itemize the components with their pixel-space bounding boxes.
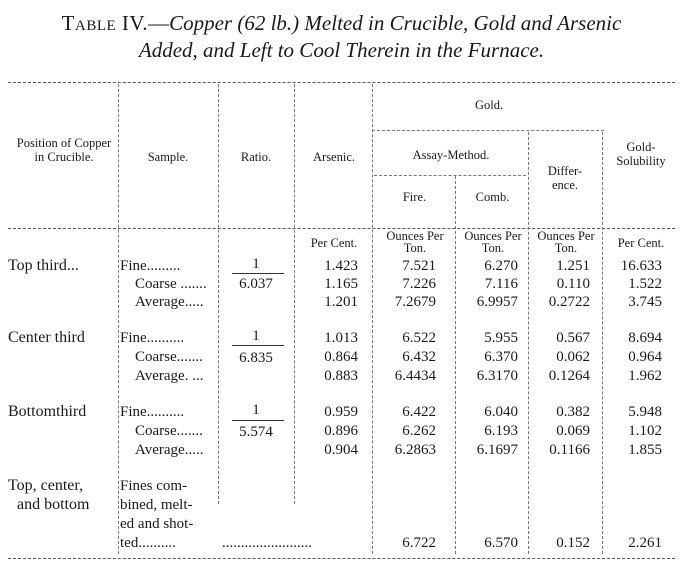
title-line-2: Added, and Left to Cool Therein in the Furnace. [138, 38, 545, 62]
fire-value: 7.521 [402, 258, 436, 274]
header-assay-method: Assay-Method. [412, 148, 490, 162]
header-gold: Gold. [474, 98, 504, 112]
comb-value: 6.1697 [476, 442, 518, 458]
solubility-value: 2.261 [628, 535, 662, 551]
unit-fire: Ounces Per Ton. [386, 229, 444, 255]
table-title [0, 10, 683, 64]
header-difference: Differ- ence. [547, 164, 583, 192]
ratio-denominator: 6.037 [239, 276, 273, 292]
table-number: Table IV. [61, 11, 149, 35]
header-ratio: Ratio. [240, 150, 272, 164]
comb-value: 6.3170 [476, 368, 518, 384]
header-arsenic: Arsenic. [313, 150, 355, 164]
difference-value: 0.110 [556, 276, 590, 292]
title-line-1-text: Copper (62 lb.) Melted in Crucible, Gold and Arsenic [169, 11, 622, 35]
assay-underline [374, 175, 526, 176]
ratio-fraction-bar [232, 345, 284, 346]
fire-value: 6.2863 [394, 442, 436, 458]
solubility-value: 5.948 [628, 404, 662, 420]
ratio-fraction-bar [232, 273, 284, 274]
comb-value: 6.370 [484, 349, 518, 365]
fire-value: 7.2679 [394, 294, 436, 310]
comb-value: 5.955 [484, 330, 518, 346]
solubility-value: 1.522 [628, 276, 662, 292]
ratio-fraction-bar [232, 420, 284, 421]
unit-arsenic: Per Cent. [310, 236, 358, 250]
unit-comb: Ounces Per Ton. [464, 229, 522, 255]
arsenic-value: 0.896 [324, 423, 358, 439]
unit-difference: Ounces Per Ton. [537, 229, 595, 255]
ratio-denominator: 6.835 [239, 350, 273, 366]
fire-value: 6.522 [402, 330, 436, 346]
arsenic-value: 0.864 [324, 349, 358, 365]
difference-value: 0.1166 [549, 442, 590, 458]
col-divider [372, 84, 373, 554]
sample-label: Fine.......... [120, 404, 185, 420]
solubility-value: 0.964 [628, 349, 662, 365]
col-divider [118, 84, 119, 554]
fire-value: 6.722 [402, 535, 436, 551]
difference-value: 0.567 [556, 330, 590, 346]
fire-value: 6.432 [402, 349, 436, 365]
fire-value: 7.226 [402, 276, 436, 292]
col-divider [455, 176, 456, 554]
difference-value: 0.382 [556, 404, 590, 420]
difference-value: 0.062 [556, 349, 590, 365]
difference-value: 0.152 [556, 535, 590, 551]
title-line-1 [0, 10, 683, 37]
ratio-numerator: 1 [252, 328, 260, 344]
sample-label: Coarse ....... [135, 276, 207, 292]
position-label: Center third [8, 329, 85, 346]
sample-label: Fine......... [120, 258, 181, 274]
combined-sample-line-3: ed and shot- [120, 516, 194, 532]
header-sample: Sample. [147, 150, 189, 164]
arsenic-value: 1.013 [324, 330, 358, 346]
sample-label: Average. ... [135, 368, 204, 384]
ratio-numerator: 1 [252, 402, 260, 418]
header-position: Position of Copper in Crucible. [16, 136, 112, 164]
difference-value: 0.069 [556, 423, 590, 439]
header-comb: Comb. [475, 190, 510, 204]
difference-value: 1.251 [556, 258, 590, 274]
arsenic-value: 0.883 [324, 368, 358, 384]
solubility-value: 8.694 [628, 330, 662, 346]
solubility-value: 1.962 [628, 368, 662, 384]
solubility-value: 3.745 [628, 294, 662, 310]
arsenic-value: 1.423 [324, 258, 358, 274]
fire-value: 6.422 [402, 404, 436, 420]
combined-sample-line-2: bined, melt- [120, 497, 193, 513]
combined-leader: ........................ [222, 535, 312, 551]
arsenic-value: 1.201 [324, 294, 358, 310]
difference-value: 0.1264 [548, 368, 590, 384]
comb-value: 6.270 [484, 258, 518, 274]
arsenic-value: 0.904 [324, 442, 358, 458]
title-dash: — [148, 11, 170, 35]
arsenic-value: 1.165 [324, 276, 358, 292]
sample-label: Average..... [135, 442, 204, 458]
gold-underline [372, 130, 604, 131]
header-gold-solubility: Gold- Solubility [616, 140, 666, 168]
solubility-value: 1.855 [628, 442, 662, 458]
fire-value: 6.262 [402, 423, 436, 439]
combined-sample-line-1: Fines com- [120, 478, 188, 494]
comb-value: 6.040 [484, 404, 518, 420]
fire-value: 6.4434 [394, 368, 436, 384]
sample-label: Average..... [135, 294, 204, 310]
header-fire: Fire. [402, 190, 427, 204]
col-divider [218, 84, 219, 504]
sample-label: Fine.......... [120, 330, 185, 346]
solubility-value: 1.102 [628, 423, 662, 439]
position-label: Bottomthird [8, 403, 87, 420]
comb-value: 6.570 [484, 535, 518, 551]
combined-position-line-2: and bottom [17, 496, 90, 513]
difference-value: 0.2722 [548, 294, 590, 310]
solubility-value: 16.633 [620, 258, 662, 274]
combined-sample-line-4: ted.......... [120, 535, 176, 551]
ratio-numerator: 1 [252, 256, 260, 272]
comb-value: 6.9957 [476, 294, 518, 310]
comb-value: 7.116 [484, 276, 518, 292]
combined-position-line-1: Top, center, [8, 477, 84, 494]
arsenic-value: 0.959 [324, 404, 358, 420]
sample-label: Coarse....... [135, 423, 203, 439]
bottom-rule [8, 558, 675, 559]
sample-label: Coarse....... [135, 349, 203, 365]
ratio-denominator: 5.574 [239, 424, 273, 440]
comb-value: 6.193 [484, 423, 518, 439]
top-rule [8, 82, 675, 83]
position-label: Top third... [8, 257, 79, 274]
unit-solubility: Per Cent. [617, 236, 665, 250]
